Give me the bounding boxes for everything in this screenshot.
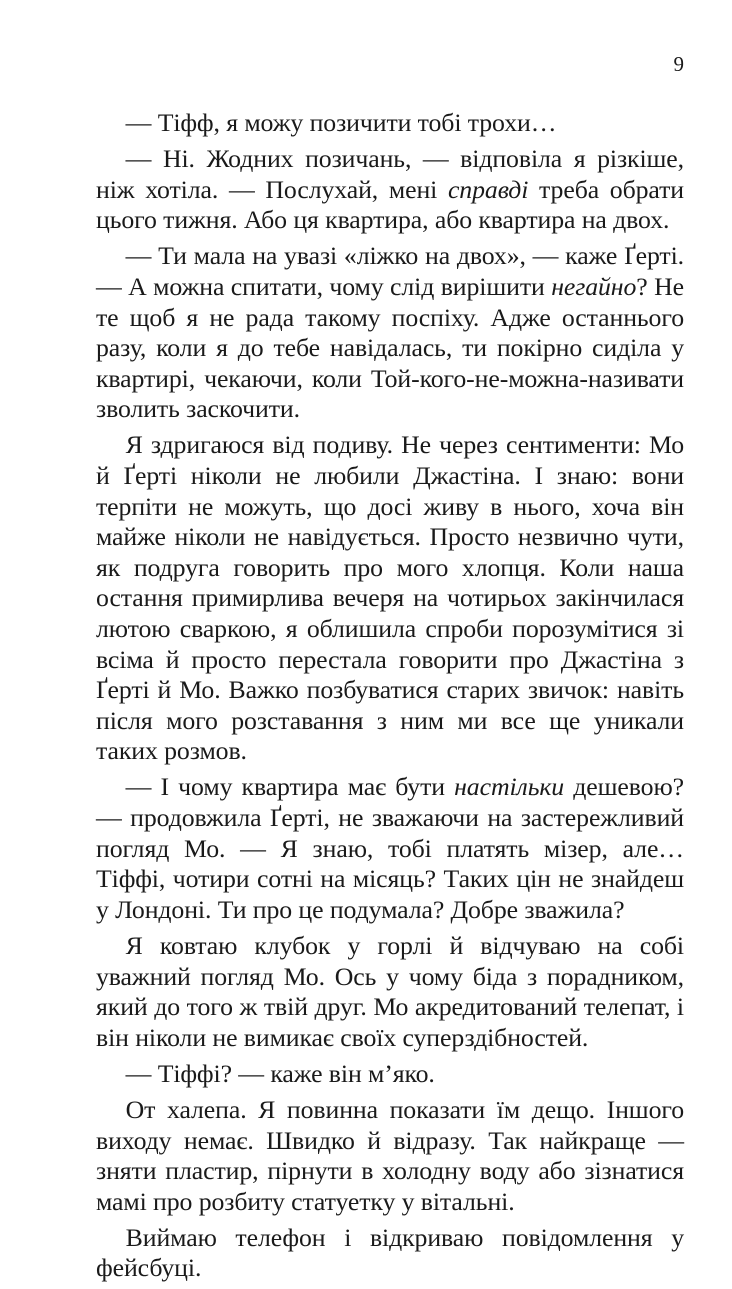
paragraph-text: Виймаю телефон і відкриваю повідомлення у фейсбуці. (96, 1222, 684, 1283)
paragraph-text: От халепа. Я повинна показати їм дещо. Іншого виходу немає. Швидко й відразу. Так найкраще — зняти пластир, пірнути в холодну воду або зізнатися мамі про розбиту статуетку у вітальні. (96, 1094, 684, 1216)
italic-emphasis: настільки (454, 772, 565, 802)
italic-emphasis: негайно (551, 271, 637, 301)
paragraph-text: — Тіффі? — каже він м’яко. (125, 1058, 435, 1088)
paragraph-text: — Тіфф, я можу позичити тобі трохи… (125, 108, 557, 137)
paragraph (96, 108, 684, 139)
paragraph-text: — Ти мала на увазі «ліжко на двох», — каже Ґерті. — А можна спитати, чому слід вирішити (96, 241, 684, 301)
page-number: 9 (673, 52, 684, 76)
italic-emphasis: справді (447, 174, 529, 204)
paragraph (96, 1223, 684, 1284)
paragraph-text: ? Не те щоб я не рада такому поспіху. Адже останнього разу, коли я до тебе навідалась, ти покірно сиділа у квартирі, чекаючи, коли Той-кого-не-можна-називати зволить заскочити. (96, 271, 684, 424)
paragraph-text: дешевою? — продовжила Ґерті, не зважаючи на застережливий погляд Мо. — Я знаю, тобі платять мізер, але… Тіффі, чотири сотні на місяць? Таких цін не знайдеш у Лондоні. Ти про це подумала? Добре зважила? (96, 772, 684, 924)
body-text (96, 108, 684, 1289)
paragraph (96, 772, 684, 925)
paragraph-text: — Ні. Жодних позичань, — відповіла я різкіше, ніж хотіла. — Послухай, мені (96, 144, 684, 204)
paragraph (96, 144, 684, 236)
paragraph (96, 241, 684, 425)
paragraph (96, 430, 684, 767)
paragraph (96, 1095, 684, 1217)
paragraph-text: треба обрати цього тижня. Або ця квартира, або квартира на двох. (96, 174, 684, 235)
paragraph-text: Я здригаюся від подиву. Не через сентименти: Мо й Ґерті ніколи не любили Джастіна. І знаю: вони терпіти не можуть, що досі живу в нього, хоча він майже ніколи не навідується. Просто незвично чути, як подруга говорить про мого хлопця. Коли наша остання примирлива вечеря на чотирьох закінчилася лютою сваркою, я облишила спроби порозумітися зі всіма й просто перестала говорити про Джастіна з Ґерті й Мо. Важко позбуватися старих звичок: навіть після мого розставання з ним ми все ще уникали таких розмов. (96, 430, 684, 766)
paragraph-text: Я ковтаю клубок у горлі й відчуваю на собі уважний погляд Мо. Ось у чому біда з порадником, який до того ж твій друг. Мо акредитований телепат, і він ніколи не вимикає своїх суперздібностей. (96, 930, 684, 1052)
paragraph (96, 931, 684, 1053)
paragraph-text: — І чому квартира має бути (125, 772, 455, 802)
paragraph (96, 1059, 684, 1090)
